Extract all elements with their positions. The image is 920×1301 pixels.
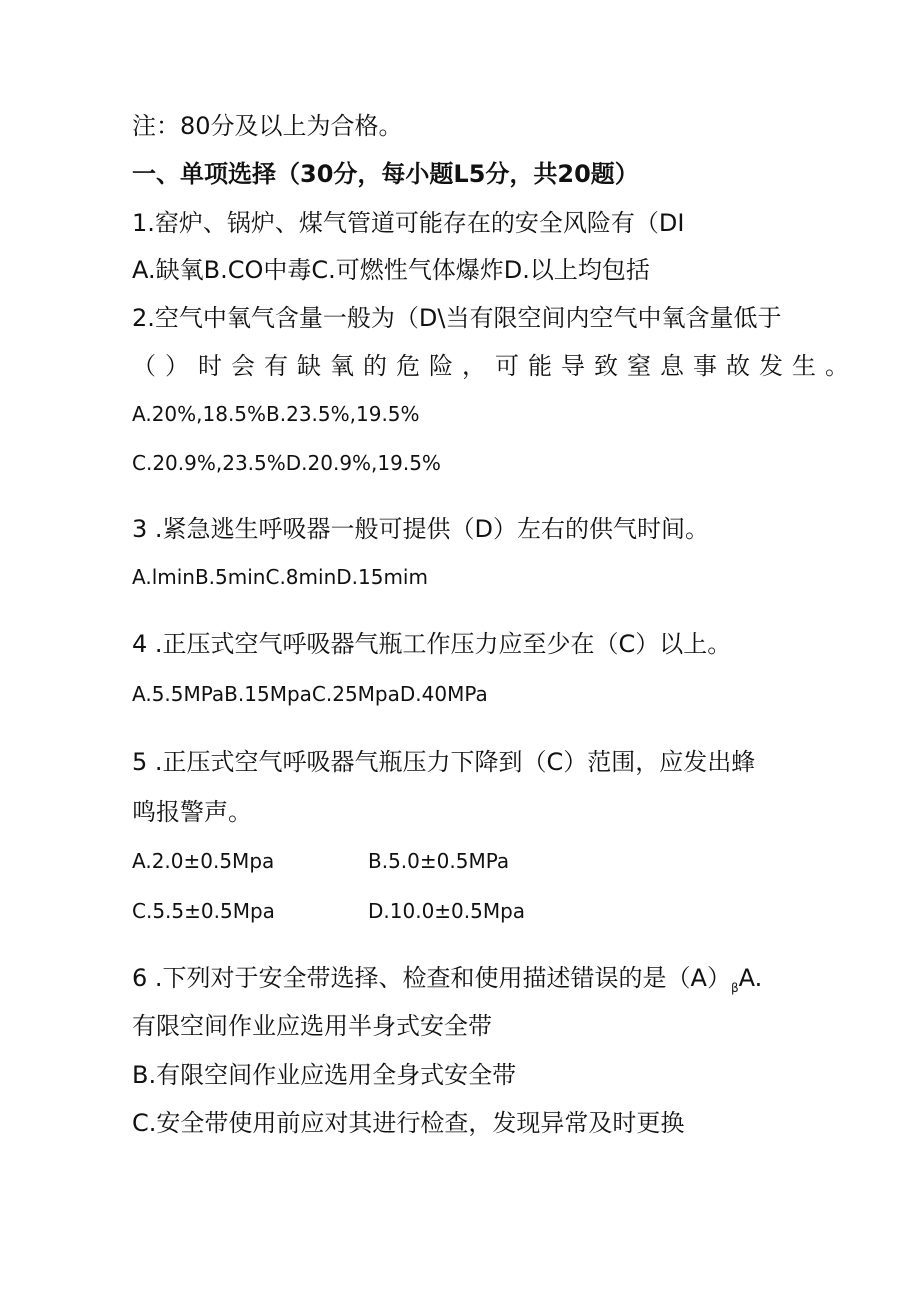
question-5-stem-line-2: 鸣报警声。: [132, 798, 252, 826]
question-1-stem: 1.窑炉、锅炉、煤气管道可能存在的安全风险有（DI: [132, 209, 685, 237]
question-5-option-d: D.10.0±0.5Mpa: [368, 899, 526, 923]
question-2-options-line-1: A.20%,18.5%B.23.5%,19.5%: [132, 402, 420, 426]
question-6-option-c: C.安全带使用前应对其进行检查，发现异常及时更换: [132, 1109, 685, 1137]
question-4-stem: 4 .正压式空气呼吸器气瓶工作压力应至少在（C）以上。: [132, 630, 732, 658]
question-6-stem-line-1: [132, 966, 762, 994]
question-2-options-line-2: C.20.9%,23.5%D.20.9%,19.5%: [132, 451, 441, 475]
question-6-option-b: B.有限空间作业应选用全身式安全带: [132, 1061, 517, 1089]
question-2-stem-line-1: 2.空气中氧气含量一般为（D\当有限空间内空气中氧含量低于: [132, 304, 782, 332]
question-4-options: A.5.5MPaB.15MpaC.25MpaD.40MPa: [132, 682, 488, 706]
question-5-option-c: C.5.5±0.5Mpa: [132, 899, 275, 923]
section-title: 一、单项选择（30分，每小题L5分，共20题）: [132, 160, 639, 188]
question-5-stem-line-1: 5 .正压式空气呼吸器气瓶压力下降到（C）范围，应发出蜂: [132, 748, 756, 776]
question-3-options: A.lminB.5minC.8minD.15mim: [132, 565, 428, 589]
question-6-stem-line-2: 有限空间作业应选用半身式安全带: [132, 1012, 492, 1040]
question-6-stem-sub: β: [730, 981, 739, 995]
question-1-options: A.缺氧B.CO中毒C.可燃性气体爆炸D.以上均包括: [132, 256, 650, 284]
passing-note: 注：80分及以上为合格。: [132, 112, 403, 140]
question-3-stem: 3 .紧急逃生呼吸器一般可提供（D）左右的供气时间。: [132, 515, 710, 543]
question-5-option-b: B.5.0±0.5MPa: [368, 849, 510, 873]
question-5-option-a: A.2.0±0.5Mpa: [132, 849, 275, 873]
question-6-stem-tail: A.: [738, 964, 763, 992]
question-2-stem-line-2: （）时会有缺氧的危险，可能导致窒息事故发生。: [132, 352, 858, 380]
question-6-stem-main: 6 .下列对于安全带选择、检查和使用描述错误的是（A）: [132, 964, 731, 992]
